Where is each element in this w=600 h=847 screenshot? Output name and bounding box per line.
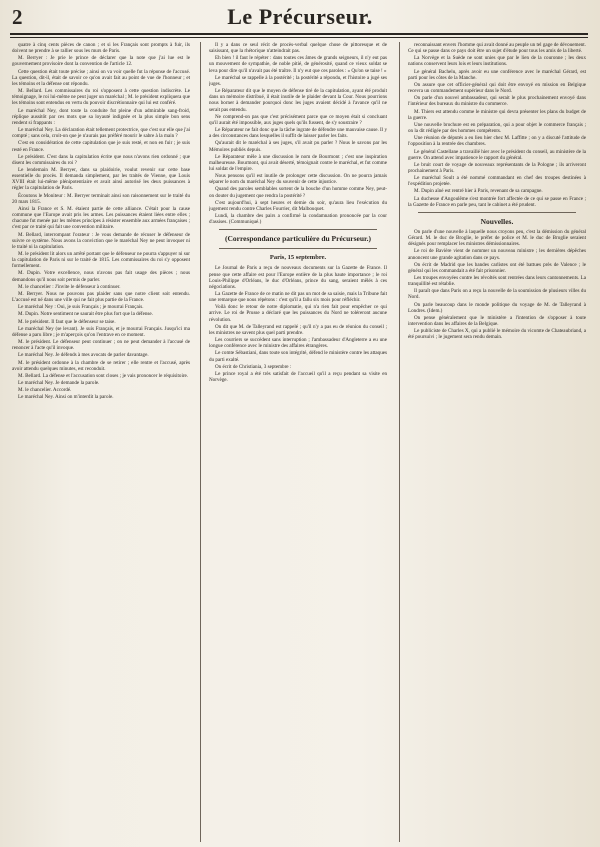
paragraph: Le général Bachelu, après avoir eu une conférence avec le maréchal Gérard, est parti pour les côtes de la Manche. [408, 68, 586, 81]
paragraph: On assure que cet officier-général qui doit être envoyé en mission en Belgique recevra un commandement supérieur dans le Nord. [408, 81, 586, 95]
paragraph: Le maréchal Ney : Oui, je suis Français ; je mourrai Français. [18, 304, 144, 311]
paragraph: Le lendemain M. Berryer, dans sa plaidoirie, voulut revenir sur cette base essentielle du procès. Il demanda simplement, par les traités de Vienne, que Louis XVIII était lui-même plénipotentiaire et avait ainsi autorisé les deux puissances à régler la capitulation de Paris. [12, 166, 190, 192]
paragraph: Cette question était toute précise ; ainsi on va voir quelle fut la réponse de l'accusé. La question, dit-il, était de savoir ce qu'on avait fait au point de vue de l'honneur ; et les témoins et la défense ont répondu. [12, 68, 190, 87]
paragraph: M. Bellard. La défense et l'accusation sont closes ; je vais prononcer le réquisitoire. [18, 372, 189, 379]
paragraph: M. le président lit alors un arrêté portant que le défenseur ne pourra s'appuyer ni sur la capitulation de Paris ni sur le traité de 1815. Les commissaires du roi s'y opposent formellement. [12, 251, 190, 270]
paragraph: M. le chancelier : J'invite le défenseur à continuer. [18, 283, 121, 290]
section-separator [219, 229, 377, 230]
paragraph: Le maréchal se rappelle à la postérité ; la postérité a répondu, et l'histoire a jugé ses juges. [209, 74, 387, 87]
paragraph: On dit que M. de Talleyrand est rappelé ; qu'il n'y a pas eu de réunion du conseil ; les ministres ne savent plus quel parti prendre. [209, 323, 387, 336]
news-heading: Nouvelles. [480, 216, 514, 226]
paragraph: Le maréchal Ney, dont toute la conduite fut pleine d'un admirable sang-froid, réplique aussitôt par ces mots que sa loyauté indignée et la plus simple bon sens rendent si frappants : [12, 107, 190, 126]
paragraph: Le roi de Bavière vient de nommer un nouveau ministre ; les dernières dépêches annoncent une grande agitation dans ce pays. [408, 248, 586, 261]
column-2-correspondence [209, 265, 387, 383]
paragraph: M. Bellard. Les commissaires du roi s'opposent à cette question indiscrète. Le témoignage, le roi lui-même ne peut juger un maréchal ; M. le président expliquera que les témoins sont entendus en vertu du pouvoir discrétionnaire qui lui est conféré. [12, 88, 190, 107]
paragraph: Le Réparateur dit que le moyen de défense tiré de la capitulation, ayant été produit dans un mémoire distribué, il était inutile de le plaider devant la Cour. Nous pourrions nous borner à demander pourquoi donc les juges avaient décidé à l'avance qu'il ne serait pas entendu. [209, 88, 387, 113]
paragraph: On écrit de Christiania, 3 septembre : [215, 363, 292, 370]
paragraph: M. Dupin. Votre excellence, nous n'avons pas fait usage des pièces ; nous demandons qu'il nous soit permis de parler. [12, 270, 190, 283]
paragraph: On écrit de Madrid que les bandes carlistes ont été battues près de Valence ; le général qui les commandait a été fait prisonnier. [408, 261, 586, 274]
paragraph: Lundi, la chambre des pairs a confirmé la condamnation prononcée par la cour d'assises. (Communiqué.) [209, 213, 387, 226]
paragraph: Le général Castellane a travaillé hier avec le président du conseil, au ministère de la guerre. On attend avec impatience le rapport du général. [408, 148, 586, 161]
paragraph: M. Dupin aîné est rentré hier à Paris, revenant de sa campagne. [414, 188, 543, 195]
paragraph: Le prince royal a été très satisfait de l'accueil qu'il a reçu pendant sa visite en Norvège. [209, 370, 387, 384]
paragraph: Écoutons le Moniteur : M. Berryer terminait ainsi son raisonnement sur le traité du 20 mars 1815. [12, 192, 190, 205]
paragraph: Il y a dans ce seul récit de procès-verbal quelque chose de pittoresque et de saisissant, que la rhétorique n'atteindrait pas. [209, 42, 387, 55]
paragraph: M. Berryer. Nous ne pouvons pas plaider sans que notre client soit entendu. L'accusé est né dans une ville qui ne fait plus partie de la France. [12, 290, 190, 304]
paragraph: M. le président. Le défenseur peut continuer ; on ne peut demander à l'accusé de renoncer à l'acte qu'il invoque. [12, 339, 190, 352]
paragraph: La Gazette de France de ce matin ne dit pas un mot de sa saisie, mais la Tribune fait une remarque que nous répétons : c'est qu'il a fallu six mois pour réfléchir. [209, 291, 387, 304]
header-rule [10, 33, 588, 35]
paragraph: La Norvège et la Suède ne sont unies que par le lien de la couronne ; les deux nations conservent leurs lois et leurs institutions. [408, 55, 586, 68]
section-separator [418, 212, 576, 213]
paragraph: Voilà donc le retour de notre diplomatie, qui n'a rien fait pour empêcher ce qui arrive. Le roi de Prusse a déclaré que les puissances du Nord ne toléreront aucune révolution. [209, 304, 387, 323]
paragraph: Le maréchal Ney. La déclaration était tellement protectrice, que c'est sur elle que j'ai compté ; sans cela, croit-on que je n'aurais pas préféré mourir le sabre à la main ? [12, 127, 190, 140]
paragraph: M. le président ordonne à la chambre de se retirer ; elle rentre et l'accusé, après avoir attendu quelques minutes, est reconduit. [12, 359, 190, 372]
paragraph: Qu'aurait dit le maréchal à ses juges, s'il avait pu parler ? Nous le savons par les Mémoires publiés depuis. [209, 140, 387, 153]
paragraph: Eh bien ! il faut le répéter : dans toutes ces âmes de grands seigneurs, il n'y eut pas un mouvement de sympathie, de noble pitié, de générosité, quand ce vieux soldat se leva pour dire qu'il n'avait pas été traître. Il n'y eut que ces paroles : « Qu'on se taise ! » [209, 55, 387, 74]
paragraph: Nous pensons qu'il est inutile de prolonger cette discussion. On ne pourra jamais séparer le nom du maréchal Ney du souvenir de cette injustice. [209, 173, 387, 186]
paragraph: Il paraît que dans Paris on a reçu la nouvelle de la soumission de plusieurs villes du Nord. [408, 288, 586, 301]
section-separator [219, 248, 377, 249]
column-1 [12, 42, 190, 842]
paragraph: On pense généralement que le ministère a l'intention de s'opposer à toute intervention dans les affaires de la Belgique. [408, 314, 586, 328]
paragraph: La duchesse d'Angoulême s'est montrée fort affectée de ce qui se passe en France ; la Gazette de France en parle peu, tant le cabinet a été prudent. [408, 195, 586, 208]
paragraph: Une réunion de députés a eu lieu hier chez M. Laffitte ; on y a discuté l'attitude de l'opposition à la rentrée des chambres. [408, 135, 586, 148]
paragraph: reconnaissant envers l'homme qui avait donné au peuple un tel gage de dévouement. Ce qui se passe dans ce pays doit être un sujet d'étude pour tous les amis de la liberté. [408, 42, 586, 55]
paragraph: Une nouvelle brochure est en préparation, qui a pour objet le commerce français ; on la dit rédigée par des hommes compétents. [408, 121, 586, 135]
paragraph: C'est en considération de cette capitulation que je suis resté, et non en fuir ; je suis resté en France. [12, 140, 190, 153]
paragraph: Les troupes envoyées contre les révoltés sont rentrées dans leurs cantonnements. La tranquillité est rétablie. [408, 275, 586, 288]
paragraph: Le maréchal Soult a été nommé commandant en chef des troupes destinées à l'expédition projetée. [408, 175, 586, 188]
paragraph: Les courriers se succèdent sans interruption ; l'ambassadeur d'Angleterre a eu une longue conférence avec le ministre des affaires étrangères. [209, 337, 387, 350]
paragraph: M. Dupin. Notre sentiment ne saurait être plus fort que la défense. [18, 311, 153, 318]
paragraph: Ne comprend-on pas que c'est précisément parce que ce moyen était si concluant qu'il aurait été impossible, aux juges quels qu'ils fussent, de s'y soustraire ? [209, 113, 387, 126]
dateline: Paris, 15 septembre. [269, 254, 327, 262]
paragraph: Le maréchal Ney (se levant). Je suis Français, et je mourrai Français. Jusqu'ici ma défense a paru libre ; je m'aperçois qu'on l'entrave en ce moment. [12, 325, 190, 338]
column-2-text [209, 42, 387, 225]
column-3-news [408, 229, 586, 341]
paragraph: Le maréchal Ney. Ainsi on m'interdit la parole. [18, 394, 114, 401]
column-3 [408, 42, 586, 842]
paragraph: Le président. C'est dans la capitulation écrite que nous n'avons rien ordonné ; que disent les commissaires du roi ? [12, 153, 190, 166]
paragraph: On parle beaucoup dans le monde politique du voyage de M. de Talleyrand à Londres. (Idem.) [408, 301, 586, 314]
header-rule-thin [10, 37, 588, 38]
paragraph: M. Bellard, interrompant l'orateur : Je vous demande de récuser le défenseur de suivre ce système. Nous avons la conviction que le maréchal Ney ne peut invoquer ni le traité ni la capitulation. [12, 231, 190, 250]
paragraph: Le bruit court de voyage de nouveaux représentants de la Pologne ; ils arriveront prochainement à Paris. [408, 161, 586, 174]
newspaper-title: Le Précurseur. [227, 4, 373, 29]
paragraph: Le Journal de Paris a reçu de nouveaux documents sur la Gazette de France. Il pense que cette affaire est pour l'Europe entière de la plus haute importance ; le roi Louis-Philippe d'Orléans, le duc d'Orléans, prince du sang, seraient mêlés à ces négociations. [209, 265, 387, 290]
paragraph: Le maréchal Ney. Je défends à mes avocats de parler davantage. [18, 352, 149, 359]
paragraph: On parle d'une nouvelle à laquelle nous croyons peu, c'est la démission du général Gérard. M. le duc de Broglie, le préfet de police et M. le duc de Broglie seraient désignés pour remplacer les ministres démissionnaires. [408, 228, 586, 248]
paragraph: quatre à cinq cents pièces de canon ; et si les Français sont prompts à fuir, ils doivent ne prendre à se rallier sous les murs de Paris. [12, 42, 190, 55]
paragraph: On parle d'un nouvel ambassadeur, qui serait le plus prochainement envoyé dans l'intérieur des bureaux du ministre du commerce. [408, 95, 586, 108]
paragraph: Ainsi la France et S. M. étaient partie de cette alliance. C'était pour la cause commune que l'Europe avait pris les armes. Les puissances étaient liées entre elles ; chacune fut menée par les mêmes principes à résister ensemble aux armées françaises ; c'est par ce traité qui fait une convention militaire. [12, 205, 190, 231]
column-2 [209, 42, 387, 842]
paragraph: Quand des paroles semblables sortent de la bouche d'un homme comme Ney, peut-on douter du jugement que rendra la postérité ? [209, 186, 387, 199]
paragraph: M. Thiers est attendu comme le ministre qui devra présenter les plans du budget de la guerre. [408, 108, 586, 121]
paragraph: Le Réparateur ne fait donc que la tâche ingrate de défendre une mauvaise cause. Il y a des circonstances dans lesquelles il suffit de laisser parler les faits. [209, 127, 387, 140]
paragraph: Le comte Sébastiani, dans toute son intégrité, défend le ministère contre les attaques du parti exalté. [209, 350, 387, 363]
column-divider [200, 42, 201, 842]
paragraph: M. Berryer : Je prie le prince de déclarer que la note que j'ai lue est le gouvernement provisoire dont la convention de l'article 12. [12, 55, 190, 68]
correspondence-heading: (Correspondance particulière du Précurseur.) [224, 234, 372, 244]
page-number: 2 [12, 5, 23, 29]
paragraph: Le Réparateur mêle à une discussion le nom de Bourmont ; c'est une inspiration malheureuse. Bourmont, qui avait déserté, témoignait contre le maréchal, et fut comme lui soldat de l'empire. [209, 153, 387, 172]
paragraph: M. le chancelier. Accordé. [18, 387, 72, 394]
columns [12, 42, 588, 842]
column-3-text [408, 42, 586, 208]
masthead [0, 4, 600, 30]
paragraph: Le publiciste de Charles X, qui a publié le mémoire du vicomte de Chateaubriand, a été poursuivi ; le jugement sera rendu demain. [408, 328, 586, 341]
paragraph: M. le président. Il faut que le défenseur se taise. [18, 318, 116, 325]
column-divider [399, 42, 400, 842]
paragraph: Le maréchal Ney. Je demande la parole. [18, 379, 100, 386]
paragraph: C'est aujourd'hui, à sept heures et demie du soir, qu'aura lieu l'exécution du jugement rendu contre Charles Fourrier, dit Malbouquet. [209, 199, 387, 212]
